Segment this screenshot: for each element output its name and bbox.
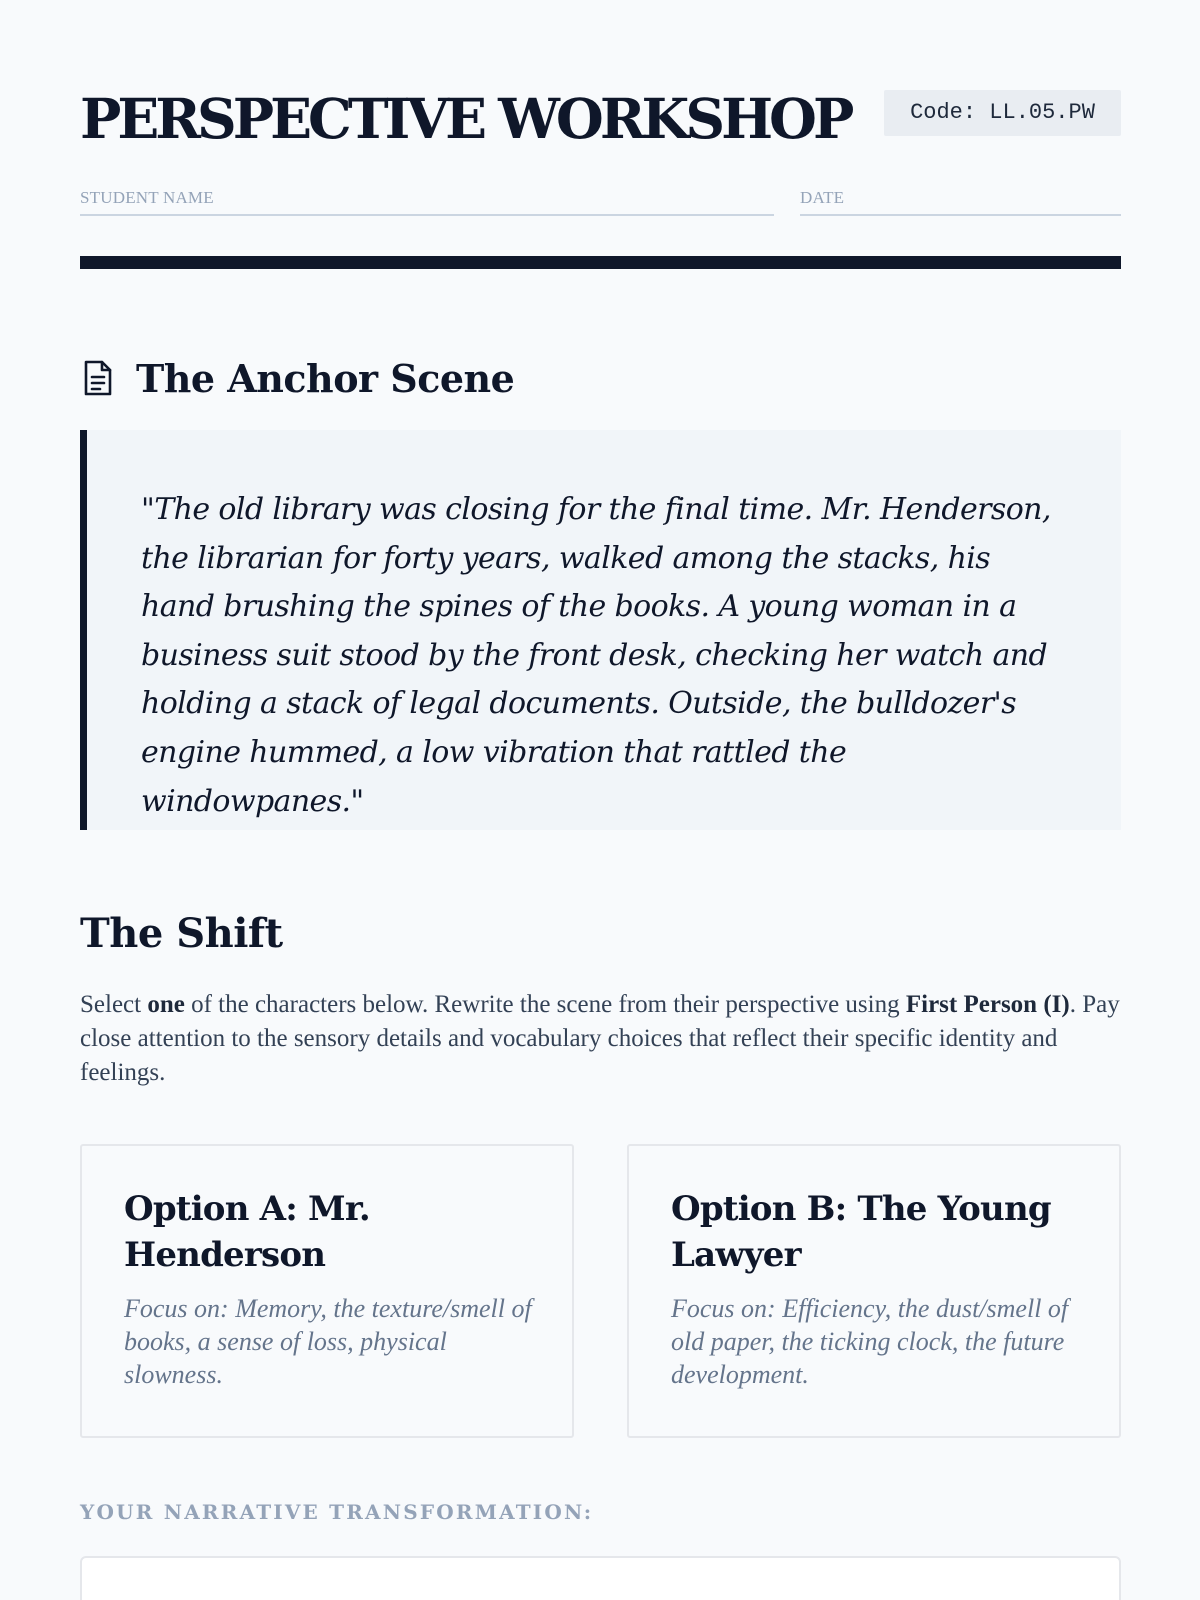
instructions-text-2: of the characters below. Rewrite the scene from their perspective using: [184, 991, 906, 1018]
narrative-textarea[interactable]: [80, 1556, 1121, 1600]
code-badge: Code: LL.05.PW: [884, 90, 1121, 136]
option-focus: Focus on: Memory, the texture/smell of books, a sense of loss, physical slowness.: [124, 1294, 532, 1389]
student-name-label: STUDENT NAME: [80, 188, 214, 207]
anchor-scene-text: "The old library was closing for the final time. Mr. Henderson, the librarian for forty years, walked among the stacks, his hand brushing the spines of the books. A young woman in a business suit stood by the front desk, checking her watch and holding a stack of legal documents. Outside, the bulldozer's engine hummed, a low vibration that rattled the windowpanes.": [141, 492, 1051, 819]
option-card-henderson[interactable]: [80, 1144, 574, 1438]
instructions-text-3: . Pay close attention to the sensory details and vocabulary choices that reflect their specific identity and feelings.: [80, 991, 1120, 1086]
option-title: Option A: Mr. Henderson: [124, 1189, 370, 1275]
document-icon: [80, 358, 116, 398]
date-label: DATE: [800, 188, 845, 207]
narrative-label: YOUR NARRATIVE TRANSFORMATION:: [80, 1500, 594, 1524]
anchor-scene-heading: The Anchor Scene: [136, 355, 515, 401]
anchor-scene-quote: [80, 430, 1121, 830]
page-title: PERSPECTIVE WORKSHOP: [80, 86, 851, 151]
instructions-bold-first-person: First Person (I): [905, 991, 1070, 1018]
instructions-text-1: Select: [80, 991, 148, 1018]
anchor-scene-header: [80, 350, 514, 406]
header: [80, 84, 1121, 154]
instructions-bold-one: one: [147, 991, 185, 1018]
option-focus: Focus on: Efficiency, the dust/smell of old paper, the ticking clock, the future development.: [671, 1294, 1069, 1389]
option-title: Option B: The Young Lawyer: [671, 1189, 1051, 1275]
header-divider: [80, 256, 1121, 269]
shift-heading: The Shift: [80, 910, 283, 957]
shift-instructions: [80, 988, 1124, 1090]
option-card-lawyer[interactable]: [627, 1144, 1121, 1438]
student-name-field[interactable]: [80, 184, 774, 216]
date-field[interactable]: [800, 184, 1121, 216]
